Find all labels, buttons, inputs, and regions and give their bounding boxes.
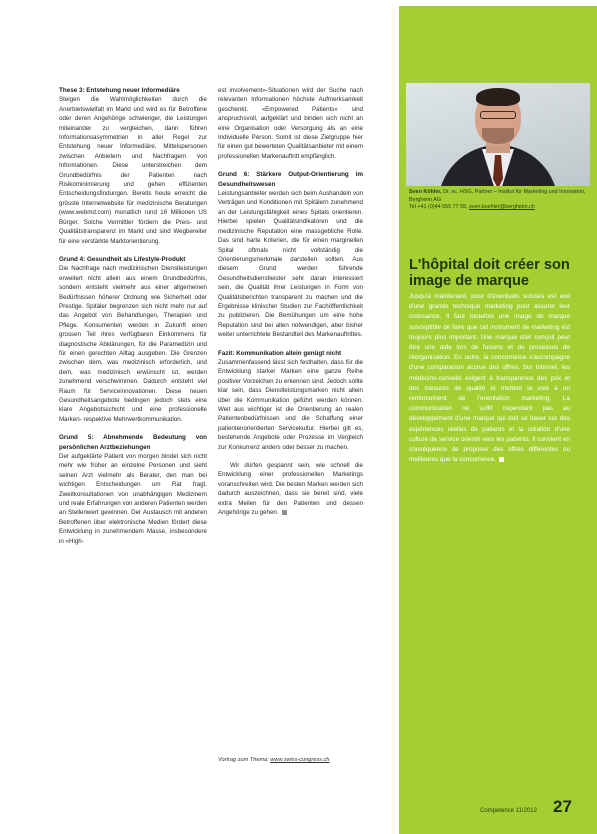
section-heading: Grund 6: Stärkere Output-Orientierung im Gesundheitswesen xyxy=(218,171,363,188)
footnote-prefix: Vortrag zum Thema: xyxy=(218,757,271,763)
author-portrait xyxy=(406,83,590,186)
end-square-icon xyxy=(499,457,504,462)
paragraph: est involvement»-Situationen wird der Suche nach relevanten Informationen höchste Aufmerksamkeit geschenkt. «Empowered Patients» sind anspruchsvoll, aufgeklärt und binden sich nicht an eine Organisation oder Versorgung als an eine Individuelle Person. Somit ist diese Zielgruppe hier für einen gut bewerteten Qualitätsanbieter mit einem professionellen Markenauftritt empfänglich. xyxy=(218,87,363,160)
end-square-icon xyxy=(282,510,287,515)
closing-paragraph xyxy=(218,461,363,517)
footnote xyxy=(218,757,363,763)
article-column-1 xyxy=(59,86,207,555)
author-email[interactable]: sven.koehler@bergheim.ch xyxy=(469,204,535,211)
article-column-2 xyxy=(218,86,363,526)
paragraph: Steigen die Wahlmöglichkeiten durch die Anerbietswielfalt im Markt und wird es für Betroffene oder deren Angehörige schwieriger, die Leistungen miteinander zu vergleichen, dann führen Informationsasymmetrien in aller Regel zur Entstehung neuer Informediäre, Mittelspersonen zwischen Anbietern und Nachfragern von Informationen. Diese unterstreichen dem Grundbedürfnis der Patienten nach Risikominimierung und gehen effizienten Entscheidungsfindungen. Bereits heute erreicht die grösste Internetwebsite für medizinische Beratungen (www.webmd.com) monatlich rund 16 Millionen US Bürger. Solche Vermittler fördern die Preis- und Qualitätstransparenz im Markt und sind Wegbereiter für eine verstärkte Marktorientierung. xyxy=(59,96,207,245)
author-title: Dr. sc. HSG, Partner – Institut für Marketing und Innovation, Bergheim AG xyxy=(409,189,586,203)
page-number: 27 xyxy=(553,797,572,816)
sidebar-body xyxy=(409,292,570,465)
paragraph: Die Nachfrage nach medizinischen Dienstleistungen erweitert nicht allein aus einem Grundbedürfnis, sondern entsteht vielmehr aus einer allgemeinen Bedürfnissen höherer Ordnung wie Sicherheit oder Prestige. Spitäler begrenzen sich nicht mehr nur auf das Angebot von Behandlungen, Therapien und Pflege. Konsumenten werden in Zukunft einen grossen Teil ihres verfügbaren Einkommens für diagnostische Abklärungen, für die Paramedizin und für einen gerechten Alltag ausgeben. Die Grenzen zwischen dem, was medizinisch erforderlich, und dem, was medizinisch erwünscht ist, werden zunehmend verschwimmen. Dadurch entsteht viel Raum für Serviceinnovationen. Diese neuen Gesundheitsangebote bedingen jedoch stets eine klare Angebotsschicht und eine professionelle Marken- respektive Mehrwertkommunikation. xyxy=(59,265,207,423)
portrait-shade xyxy=(406,83,590,186)
paragraph: Der aufgeklärte Patient von morgen bindet sich nicht mehr wie früher an einzelne Personen und sieht seinen Arzt vielmehr als Berater, den man bei wichtigen Entscheidungen um Rat fragt. Zweitkonsultationen von unabhängigen Medizinern und reale Erfahrungen von anderen Patienten werden an Stellenwert gewinnen. Der Austausch mit anderen Betroffenen über elektronische Medien fördert diese Entwicklung in zunehmendem Masse, insbesondere in «High- xyxy=(59,453,207,545)
sidebar-body-text: Jusqu'à maintenant, pour d'éventuels suisses est axé d'une grande technique marketing pour assurer leur croissance. Il faut toutefois une image de marque susceptible de faire que cet instrument de marketing est toujours plus important. Une marque clair conçoit peut être une aide lors de fusions et de processus de réorganisation. En outre, la concurrence s'accompagne d'une comparaison accrue des offres. Sur Internet, les médecins-conseils exigent à transparence des prix et des mesures de qualité et mettent la voie à un renforcement de l'orientation marketing. La communication ne suffit cependant pas au développement d'une marque qui doit se baser sur des expériences réelles de patients et la création d'une culture de service orienté vers les patients. Il convient en conséquence de proposer des offres différentes ou meilleures que la concurrence. xyxy=(409,293,570,464)
issue-label: Competence 11/2012 xyxy=(480,808,537,814)
section-heading: Grund 5: Abnehmende Bedeutung von persönlichen Arztbeziehungen xyxy=(59,434,207,451)
footnote-link[interactable]: www.swiss-congress.ch xyxy=(270,757,330,763)
author-contact: Tel +41 (0)44 555 77 55, xyxy=(409,204,470,211)
sidebar-title: L'hôpital doit créer son image de marque xyxy=(409,257,570,289)
section-heading: These 3: Entstehung neuer Informediäre xyxy=(59,87,180,94)
closing-text: Wir dürfen gespannt sein, wie schnell die Entwicklung einer professionellen Marketings voranschreiten wird. Die besten Marken werden sich dadurch auszeichnen, dass sie bereit sind, viele extra Meilen für den Patienten und dessen Angehörige zu gehen. xyxy=(218,462,363,517)
author-caption xyxy=(409,189,591,212)
paragraph: Leistungsanbieter werden sich beim Aushandeln von Verträgen und Konditionen mit Spitälern zunehmend an der Leistungsfähigkeit eines Spitals orientieren. Hierbei spielen Qualitätsindikatoren und die medizinische Reputation eine massgebliche Rolle. Das sind harte Kriterien, die für einen marginellen Spital oftmals nicht vollständig die Orientierungsmerkmale darstellen sollten. Aus diesem Grund werden führende Gesundheitsdienstleister sehr daran interessiert sein, die Qualität ihrer Leistungen in Form von Qualitätsberichten transparent zu machen und die Ergebnisse klinischer Studien zur Fachöffentlichkeit zu publizieren. Die Bemühungen um eine hohe Reputation sind bei allen notwendigen, aber bisher weiter unterrichtete Bestandteil des Markenauftrittes. xyxy=(218,190,363,339)
paragraph: Zusammenfassend lässt sich festhalten, dass für die Entwicklung starker Marken eine ganze Reihe positiver Vorzeichen zu erkennen sind. Jedoch sollte klar sein, dass Dienstleistungsmarken nicht allein über die Kommunikation geführt werden können. Weit aus wichtiger ist die Orientierung an realen Patientenbedürfnissen und die Schaffung einer patientenorientierten Servicekultur. Hierbei gilt es, bestehende Angebote oder Prozesse im Vergleich zur Konkurrenz anders oder besser zu machen. xyxy=(218,358,363,451)
author-name: Sven Köhler, xyxy=(409,189,442,195)
section-heading: Fazit: Kommunikation allein genügt nicht xyxy=(218,349,342,357)
section-heading: Grund 4: Gesundheit als Lifestyle-Produkt xyxy=(59,255,186,263)
